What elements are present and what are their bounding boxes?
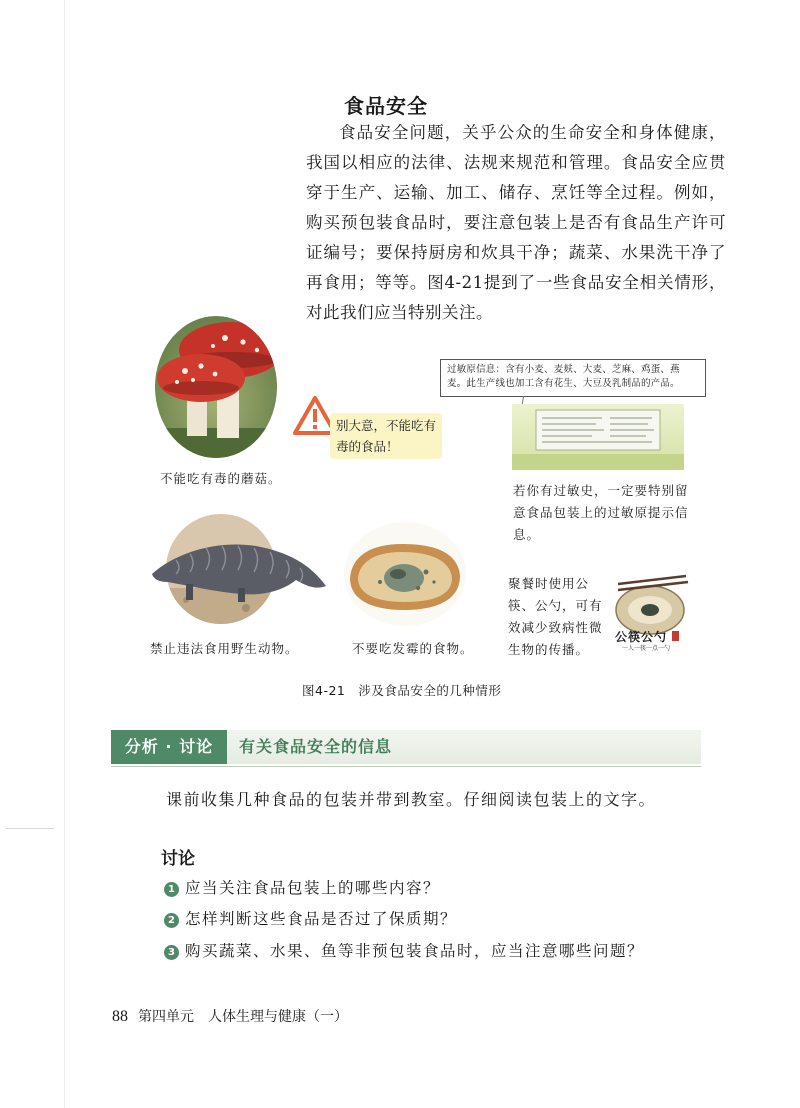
moldy-bread-photo <box>344 522 466 626</box>
question-text: 怎样判断这些食品是否过了保质期？ <box>185 910 458 928</box>
question-number: 3 <box>164 945 179 960</box>
section-paragraph: 食品安全问题，关乎公众的生命安全和身体健康，我国以相应的法律、法规来规范和管理。食品安全应贯穿于生产、运输、加工、储存、烹饪等全过程。例如，购买预包装食品时，要注意包装上是否有食品生产许可证编号；要保持厨房和炊具干净；蔬菜、水果洗干净了再食用；等等。图4-21提到了一些食品安全相关情形，对此我们应当特别关注。 <box>306 123 726 322</box>
page-gutter-line <box>64 0 65 1108</box>
allergen-label-callout: 过敏原信息：含有小麦、麦麸、大麦、芝麻、鸡蛋、燕麦。此生产线也加工含有花生、大豆及乳制品的产品。 <box>440 359 706 397</box>
discussion-subtitle: 讨论 <box>161 849 195 869</box>
allergy-caption: 若你有过敏史，一定要特别留意食品包装上的过敏原提示信息。 <box>513 483 689 542</box>
mushroom-photo <box>155 316 277 458</box>
chopsticks-sign-seal <box>672 631 679 641</box>
chopsticks-caption: 聚餐时使用公筷、公勺，可有效减少致病性微生物的传播。 <box>508 576 603 657</box>
question-text: 购买蔬菜、水果、鱼等非预包装食品时，应当注意哪些问题？ <box>185 942 645 960</box>
banner-rule <box>111 766 701 767</box>
wildlife-caption: 禁止违法食用野生动物。 <box>150 641 299 656</box>
mushroom-caption: 不能吃有毒的蘑菇。 <box>160 471 282 486</box>
section-heading: 食品安全 <box>344 94 428 118</box>
chopsticks-sign: 公筷公勺 <box>615 630 668 644</box>
pangolin-figure <box>146 530 332 606</box>
banner-title: 有关食品安全的信息 <box>239 737 393 756</box>
question-item <box>164 907 457 929</box>
gutter-tick <box>6 828 54 829</box>
question-item <box>164 939 644 961</box>
question-item <box>164 876 440 898</box>
question-number: 1 <box>164 882 179 897</box>
banner-tab: 分析 · 讨论 <box>111 730 227 764</box>
food-package-photo <box>512 404 684 470</box>
page-number: 88 <box>112 1008 128 1025</box>
question-text: 应当关注食品包装上的哪些内容？ <box>185 879 441 897</box>
warning-callout <box>292 395 452 465</box>
unit-title: 第四单元 人体生理与健康（一） <box>138 1009 348 1025</box>
mold-caption: 不要吃发霉的食物。 <box>352 641 474 656</box>
warning-note: 别大意，不能吃有毒的食品！ <box>330 413 442 459</box>
discussion-banner <box>111 730 701 764</box>
chopsticks-sign-subtitle: 一人一筷一点一勺 <box>622 645 671 652</box>
question-number: 2 <box>164 913 179 928</box>
figure-caption: 图4-21 涉及食品安全的几种情形 <box>302 683 502 698</box>
page-footer <box>112 1006 348 1026</box>
discussion-intro: 课前收集几种食品的包装并带到教室。仔细阅读包装上的文字。 <box>166 790 657 809</box>
